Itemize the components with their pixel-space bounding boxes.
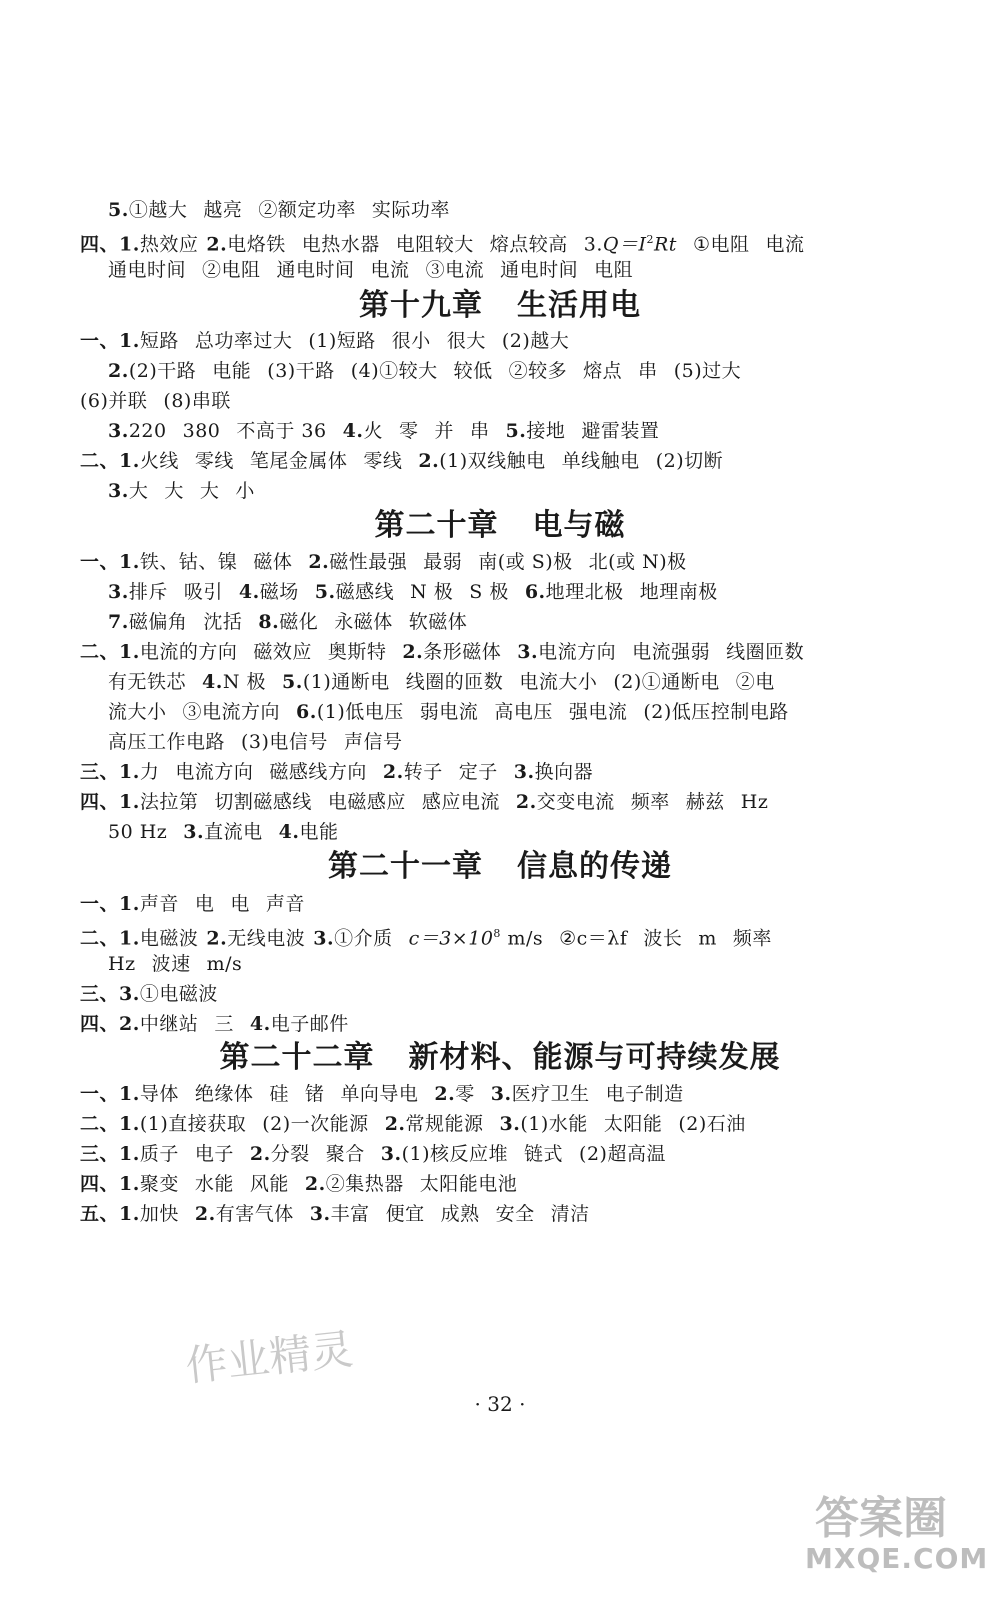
ch21-line-5: 四、2.中继站 三 4.电子邮件 — [80, 1013, 349, 1035]
chapter-21-title: 第二十一章 信息的传递 — [328, 849, 672, 884]
ch19-line-4: 3.220 380 不高于 36 4.火 零 并 串 5.接地 避雷装置 — [108, 420, 660, 442]
ch18-line-1: 5.①越大 越亮 ②额定功率 实际功率 — [108, 199, 450, 221]
page-number: · 32 · — [474, 1392, 526, 1416]
ch20-line-9: 四、1.法拉第 切割磁感线 电磁感应 感应电流 2.交变电流 频率 赫兹 Hz — [80, 791, 769, 813]
ch19-line-1: 一、1.短路 总功率过大 (1)短路 很小 很大 (2)越大 — [80, 330, 570, 352]
ch22-line-4: 四、1.聚变 水能 风能 2.②集热器 太阳能电池 — [80, 1173, 518, 1195]
chapter-19-title: 第十九章 生活用电 — [359, 288, 641, 323]
ch21-line-4: 三、3.①电磁波 — [80, 983, 218, 1005]
watermark-corner-url: MXQE.COM — [805, 1542, 989, 1575]
ch19-line-6: 3.大 大 大 小 — [108, 480, 255, 502]
ch20-line-2: 3.排斥 吸引 4.磁场 5.磁感线 N 极 S 极 6.地理北极 地理南极 — [108, 581, 718, 603]
ch20-line-3: 7.磁偏角 沈括 8.磁化 永磁体 软磁体 — [108, 611, 468, 633]
ch20-line-8: 三、1.力 电流方向 磁感线方向 2.转子 定子 3.换向器 — [80, 761, 594, 783]
ch21-line-2: 二、1.电磁波 2.无线电波 3.①介质 $c=3\times 10^8$ m/s ②c＝λf 波长 m 频率 — [80, 927, 772, 950]
ch21-line-1: 一、1.声音 电 电 声音 — [80, 893, 305, 915]
ch18-line-2: 四、1.热效应 2.电烙铁 电热水器 电阻较大 熔点较高 $3.Q=I^2Rt$ ①电阻 电流 — [80, 233, 805, 256]
ch22-line-5: 五、1.加快 2.有害气体 3.丰富 便宜 成熟 安全 清洁 — [80, 1203, 590, 1225]
watermark-corner-logo: 答案圈 — [815, 1493, 947, 1544]
chapter-22-title: 第二十二章 新材料、能源与可持续发展 — [219, 1040, 781, 1075]
ch20-line-7: 高压工作电路 (3)电信号 声信号 — [108, 731, 403, 753]
ch21-line-3: Hz 波速 m/s — [108, 953, 243, 975]
ch19-line-2: 2.(2)干路 电能 (3)干路 (4)①较大 较低 ②较多 熔点 串 (5)过大 — [108, 360, 742, 382]
ch20-line-5: 有无铁芯 4.N 极 5.(1)通断电 线圈的匝数 电流大小 (2)①通断电 ②电 — [108, 671, 775, 693]
ch20-line-1: 一、1.铁、钴、镍 磁体 2.磁性最强 最弱 南(或 S)极 北(或 N)极 — [80, 551, 687, 573]
ch19-line-3: (6)并联 (8)串联 — [80, 390, 231, 412]
ch19-line-5: 二、1.火线 零线 笔尾金属体 零线 2.(1)双线触电 单线触电 (2)切断 — [80, 450, 724, 472]
ch20-line-6: 流大小 ③电流方向 6.(1)低电压 弱电流 高电压 强电流 (2)低压控制电路 — [108, 701, 789, 723]
ch20-line-4: 二、1.电流的方向 磁效应 奥斯特 2.条形磁体 3.电流方向 电流强弱 线圈匝数 — [80, 641, 805, 663]
ch22-line-3: 三、1.质子 电子 2.分裂 聚合 3.(1)核反应堆 链式 (2)超高温 — [80, 1143, 666, 1165]
ch22-line-1: 一、1.导体 绝缘体 硅 锗 单向导电 2.零 3.医疗卫生 电子制造 — [80, 1083, 684, 1105]
watermark-text: 作业精灵 — [183, 1324, 356, 1391]
ch20-line-10: 50 Hz 3.直流电 4.电能 — [108, 821, 339, 843]
ch22-line-2: 二、1.(1)直接获取 (2)一次能源 2.常规能源 3.(1)水能 太阳能 (2)石油 — [80, 1113, 746, 1135]
ch18-line-3: 通电时间 ②电阻 通电时间 电流 ③电流 通电时间 电阻 — [108, 259, 634, 281]
chapter-20-title: 第二十章 电与磁 — [374, 508, 626, 543]
